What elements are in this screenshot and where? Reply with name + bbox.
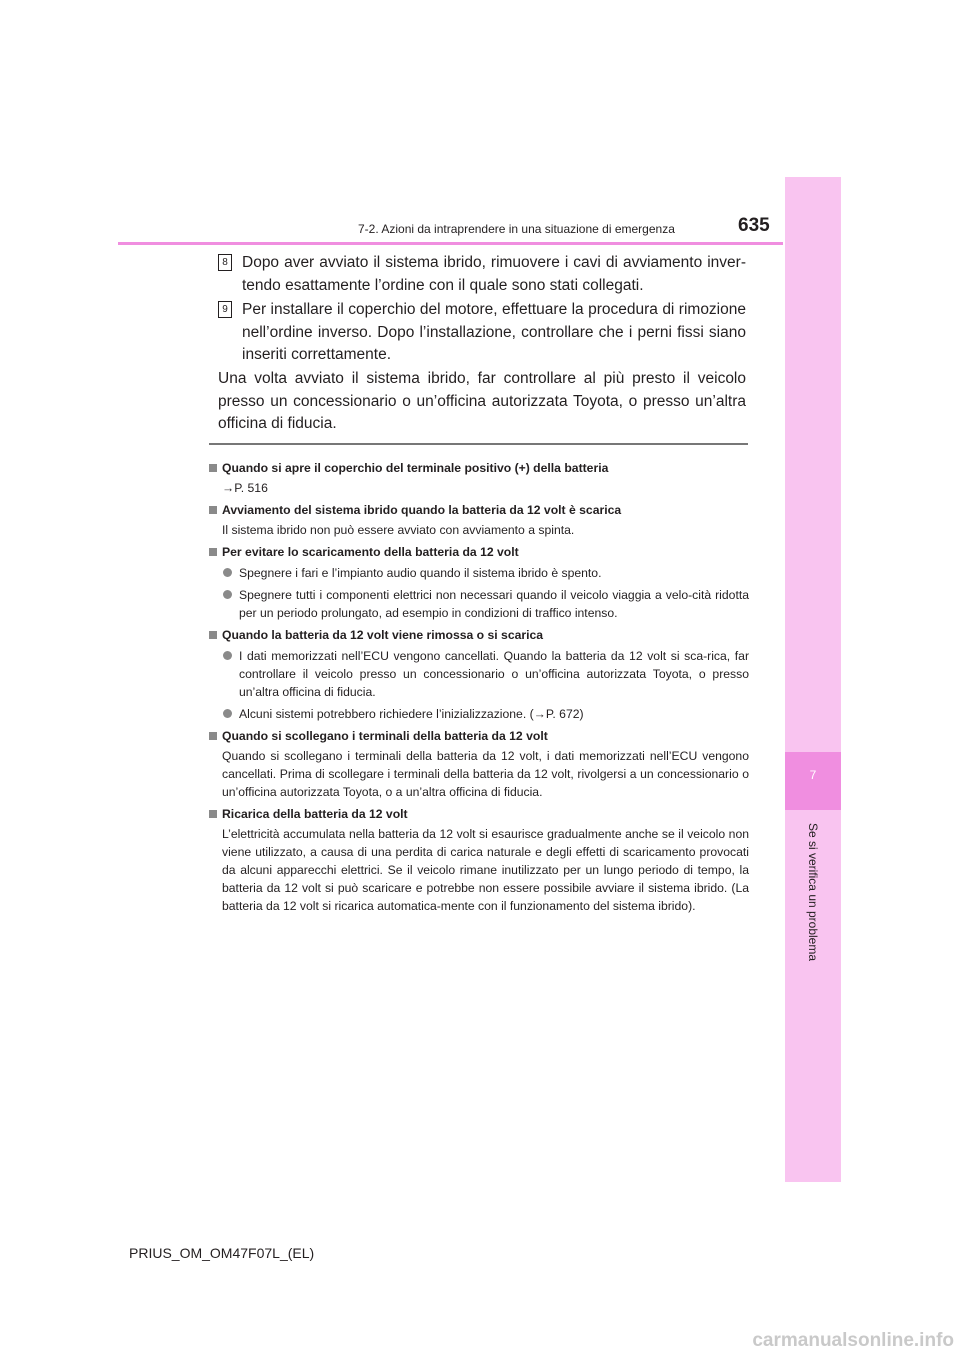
chapter-side-tab — [785, 177, 841, 1182]
bullet-dot-icon — [223, 651, 232, 660]
header-divider — [118, 242, 783, 245]
bullet-dot-icon — [223, 709, 232, 718]
note-heading-text: Quando si apre il coperchio del terminale positivo (+) della batteria — [222, 461, 609, 475]
step-text: Per installare il coperchio del motore, effettuare la procedura di rimozione nell’ordine inverso. Dopo l’installazione, controllare che i perni fissi siano inseriti correttamente. — [242, 301, 746, 363]
note-heading — [209, 727, 749, 745]
square-bullet-icon — [209, 810, 217, 818]
note-heading-text: Quando si scollegano i terminali della batteria da 12 volt — [222, 729, 548, 743]
step-number-box: 9 — [218, 301, 232, 318]
watermark: carmanualsonline.info — [752, 1330, 954, 1351]
page-number: 635 — [738, 215, 770, 236]
note-heading-text: Quando la batteria da 12 volt viene rimossa o si scarica — [222, 628, 544, 642]
bullet-item — [209, 705, 749, 723]
square-bullet-icon — [209, 548, 217, 556]
bullet-dot-icon — [223, 590, 232, 599]
note-heading — [209, 501, 749, 519]
note-heading-text: Ricarica della batteria da 12 volt — [222, 807, 408, 821]
bullet-text: Spegnere i fari e l’impianto audio quando il sistema ibrido è spento. — [239, 566, 602, 580]
square-bullet-icon — [209, 732, 217, 740]
document-footer: PRIUS_OM_OM47F07L_(EL) — [129, 1245, 315, 1261]
note-heading — [209, 543, 749, 561]
bullet-item — [209, 647, 749, 701]
step-9 — [218, 299, 746, 367]
square-bullet-icon — [209, 506, 217, 514]
section-title: 7-2. Azioni da intraprendere in una situazione di emergenza — [358, 222, 675, 236]
step-number-box: 8 — [218, 254, 232, 271]
step-8 — [218, 252, 746, 297]
step-text: Dopo aver avviato il sistema ibrido, rimuovere i cavi di avviamento inver-tendo esattamente l’ordine con il quale sono stati collegati. — [242, 254, 746, 294]
bullet-item — [209, 564, 749, 582]
note-body: L’elettricità accumulata nella batteria da 12 volt si esaurisce gradualmente anche se il veicolo non viene utilizzato, a causa di una perdita di carica naturale e degli effetti di scaricamento provocati da alcuni apparecchi elettrici. Se il veicolo rimane inutilizzato per un lungo periodo di tempo, la batteria da 12 volt si può scaricare e potrebbe non essere possibile avviare il sistema ibrido. (La batteria da 12 volt si ricarica automatica-mente con il funzionamento del sistema ibrido). — [222, 827, 749, 913]
note-heading — [209, 626, 749, 644]
chapter-label: Se si verifica un problema — [806, 822, 820, 962]
section-divider — [209, 443, 748, 445]
note-heading-text: Per evitare lo scaricamento della batteria da 12 volt — [222, 545, 519, 559]
bullet-text: I dati memorizzati nell’ECU vengono cancellati. Quando la batteria da 12 volt si sca-rica, far controllare il veicolo presso un concessionario o un’officina autorizzata Toyota, o presso un’altra officina di fiducia. — [239, 649, 749, 699]
note-body: Quando si scollegano i terminali della batteria da 12 volt, i dati memorizzati nell’ECU vengono cancellati. Prima di scollegare i terminali della batteria da 12 volt, rivolgersi a un concessionario o un’officina autorizzata Toyota, o a un’altra officina di fiducia. — [222, 749, 749, 799]
page-reference: →P. 516 — [222, 481, 268, 495]
bullet-dot-icon — [223, 568, 232, 577]
bullet-item — [209, 586, 749, 622]
note-body: Il sistema ibrido non può essere avviato con avviamento a spinta. — [222, 523, 575, 537]
note-heading — [209, 459, 749, 477]
square-bullet-icon — [209, 631, 217, 639]
bullet-text: Spegnere tutti i componenti elettrici non necessari quando il veicolo viaggia a velo-cità ridotta per un periodo prolungato, ad esempio in condizioni di traffico intenso. — [239, 588, 749, 620]
bullet-text: Alcuni sistemi potrebbero richiedere l’inizializzazione. (→P. 672) — [239, 707, 584, 721]
final-paragraph: Una volta avviato il sistema ibrido, far controllare al più presto il veicolo presso un concessionario o un’officina autorizzata Toyota, o presso un’altra officina di fiducia. — [218, 370, 746, 432]
chapter-number: 7 — [809, 768, 817, 782]
note-heading — [209, 805, 749, 823]
note-heading-text: Avviamento del sistema ibrido quando la batteria da 12 volt è scarica — [222, 503, 622, 517]
notes-section — [209, 455, 749, 919]
square-bullet-icon — [209, 464, 217, 472]
